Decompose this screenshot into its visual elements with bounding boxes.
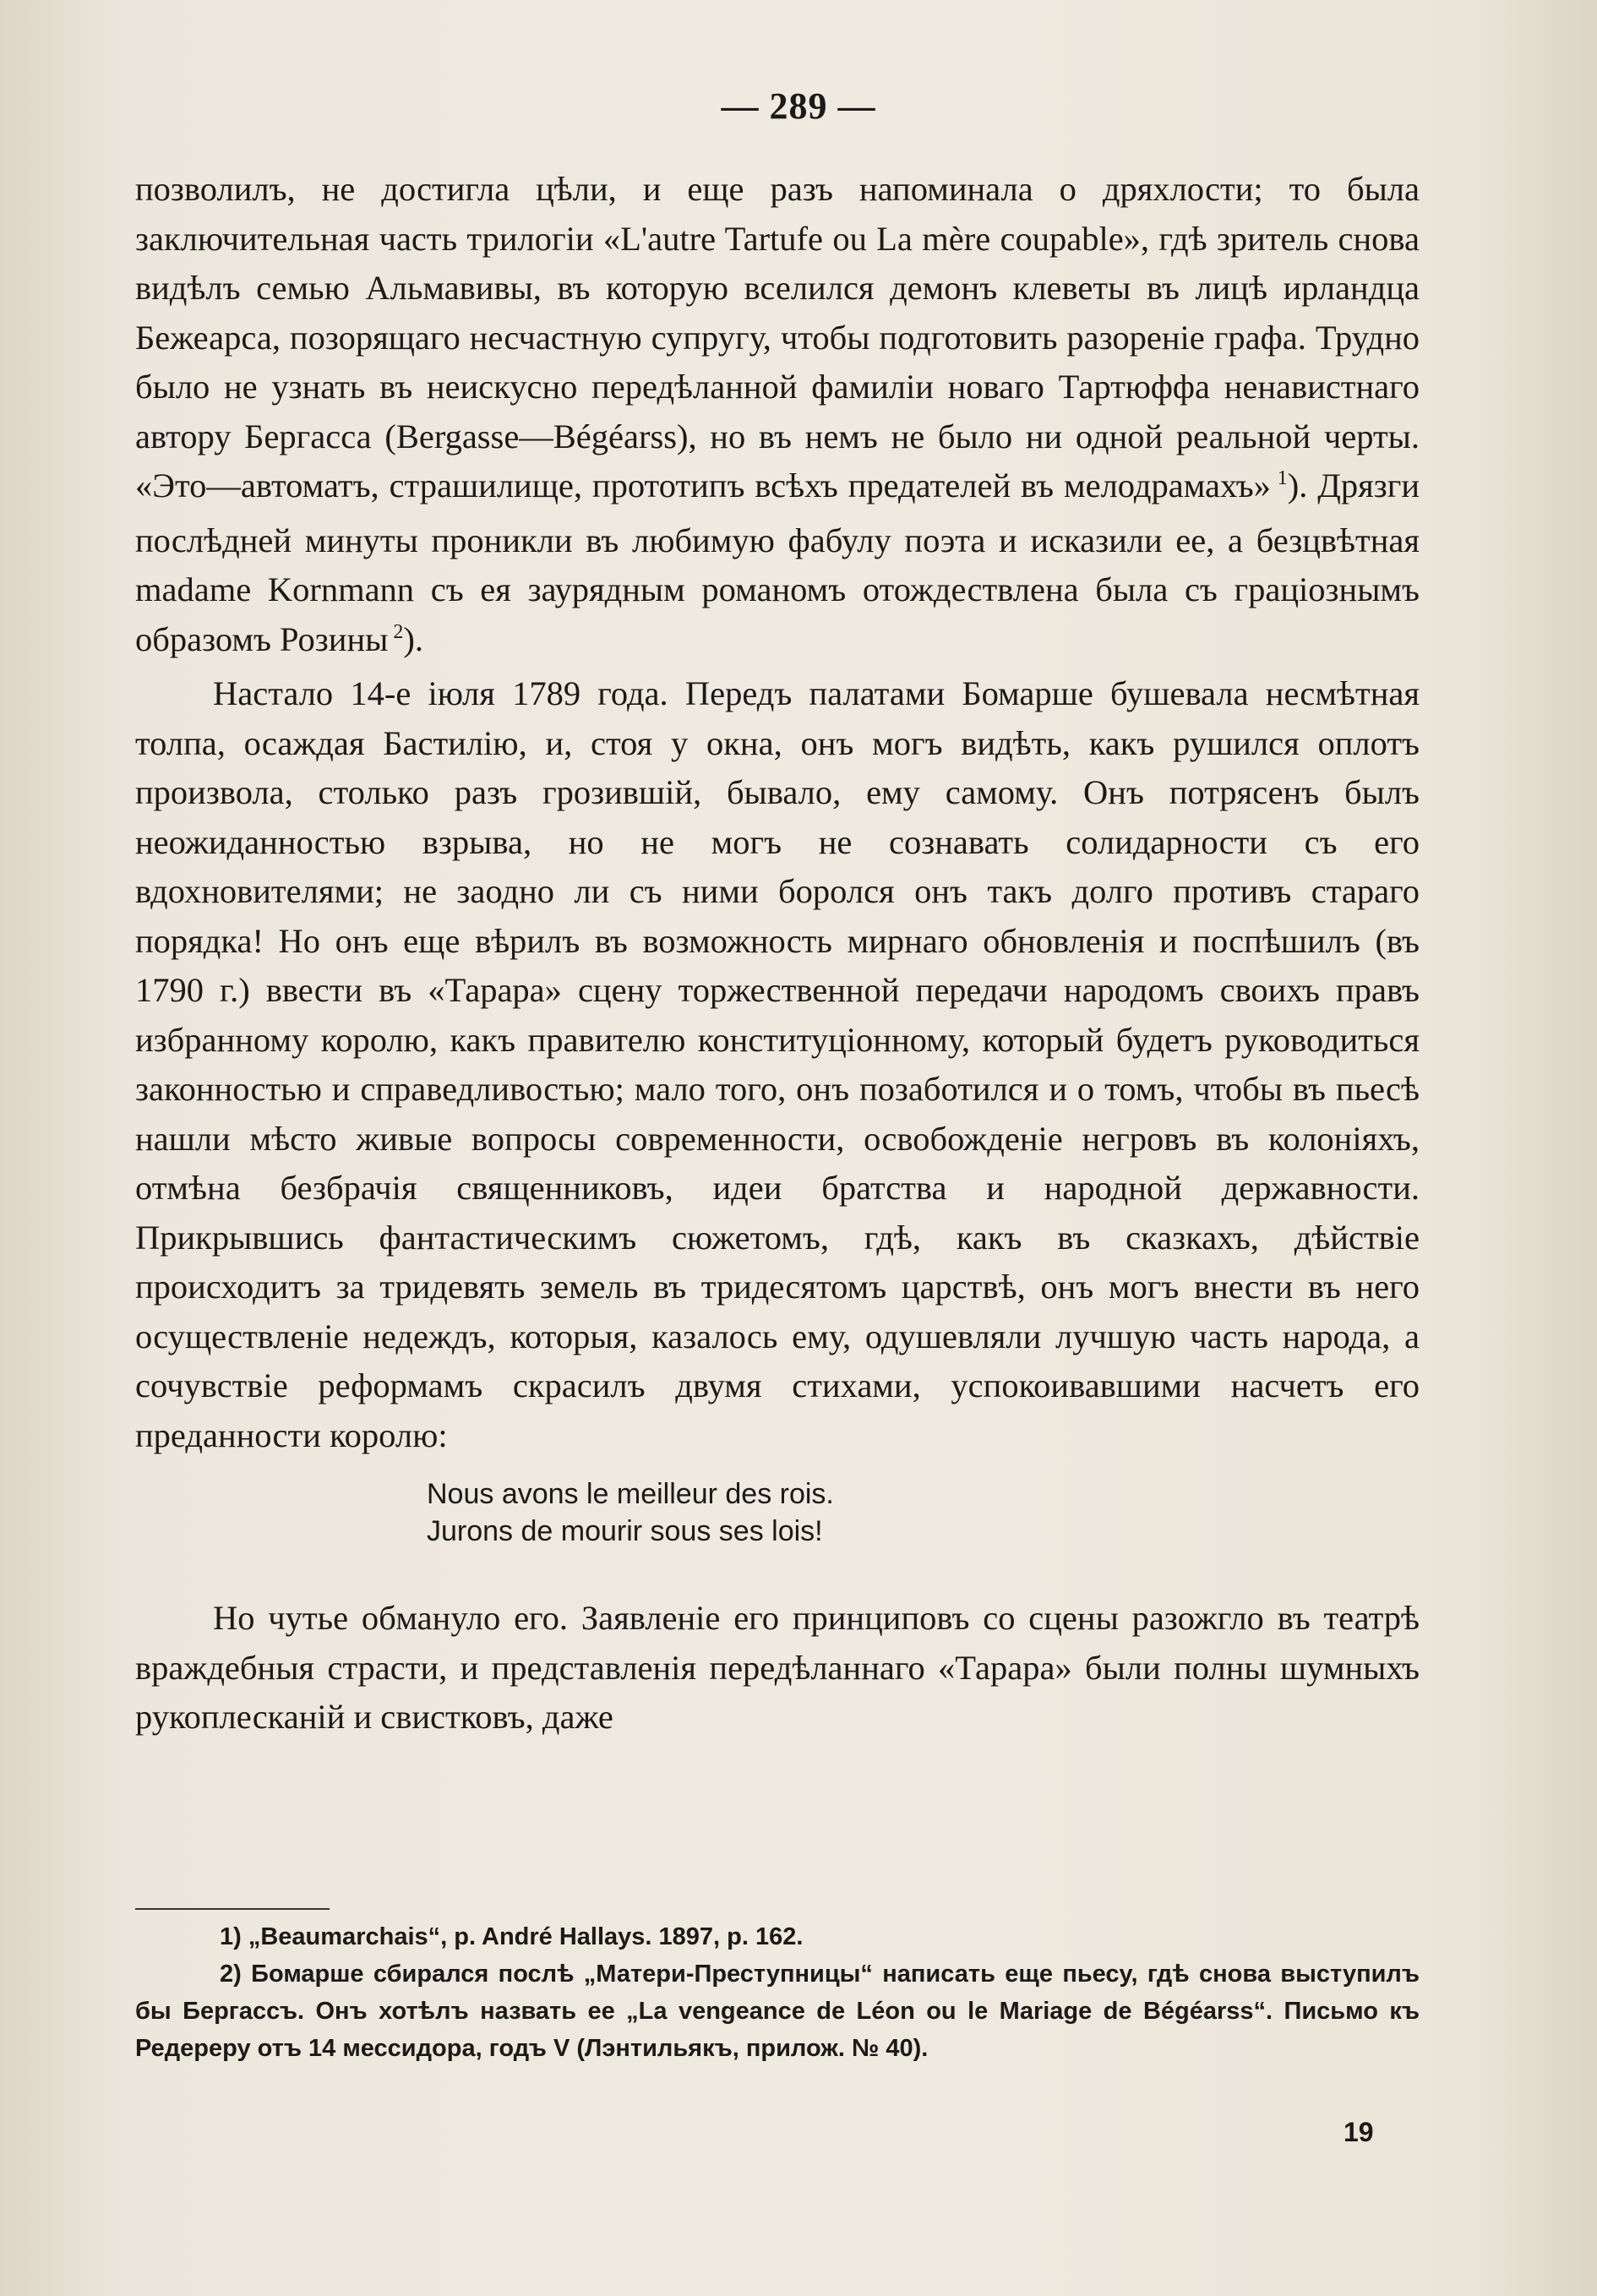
footnote-ref-2: 2 (393, 620, 404, 643)
footnotes (135, 1918, 1420, 2067)
paragraph-1-text: позволилъ, не достигла цѣли, и еще разъ напоминала о дряхлости; то была заключительная часть трилогiи «L'autre Tartufe ou La mère coupable», гдѣ зритель снова видѣлъ семью Альмавивы, въ которую вселился демонъ клеветы въ лицѣ ирландца Бежеарса, позорящаго несчастную супругу, чтобы подготовить разоренiе графа. Трудно было не узнать въ неискусно передѣланной фамилiи новаго Тартюффа ненавистнаго автору Бергасса (Bergasse—Bégéarss), но въ немъ не было ни одной реальной черты. «Это—автоматъ, страшилище, прототипъ всѣхъ предателей въ мелодрамахъ» (135, 170, 1420, 504)
footnote-2-text: Бомарше сбирался послѣ „Матери-Преступницы“ написать еще пьесу, гдѣ снова выступилъ бы Бергассъ. Онъ хотѣлъ назвать ее „La vengeance de Léon ou le Mariage de Bégéarss“. Письмо къ Редереру отъ 14 мессидора, годъ V (Лэнтильякъ, прилож. № 40). (135, 1961, 1420, 2062)
paragraph-3: Но чутье обмануло его. Заявленiе его принциповъ со сцены разожгло въ театрѣ враждебныя страсти, и представленiя передѣланнаго «Тарара» были полны шумныхъ рукоплесканiй и свистковъ, даже (135, 1599, 1420, 1736)
footnote-ref-1: 1 (1277, 467, 1288, 489)
page-number-header: — 289 — (721, 85, 876, 127)
footnote-1-text: „Beaumarchais“, p. André Hallays. 1897, p. 162. (248, 1923, 804, 1950)
main-text (135, 165, 1420, 1742)
footnote-2 (135, 1955, 1420, 2067)
footnote-separator (135, 1908, 330, 1910)
footnote-1-marker: 1) (220, 1923, 242, 1950)
footnote-2-marker: 2) (220, 1961, 242, 1988)
verse-quote (427, 1475, 1420, 1550)
paragraph-1-text-mid: ). Дрязги послѣдней минуты проникли въ любимую фабулу поэта и исказили ее, а безцвѣтная madame Kornmann съ ея заурядным романомъ отождествлена была съ грацiознымъ образомъ Розины (135, 466, 1420, 658)
paragraph-2: Настало 14-е iюля 1789 года. Передъ палатами Бомарше бушевала несмѣтная толпа, осаждая Бастилiю, и, стоя у окна, онъ могъ видѣть, какъ рушился оплотъ произвола, столько разъ грозившiй, бывало, ему самому. Онъ потрясенъ былъ неожиданностью взрыва, но не могъ не сознавать солидарности съ его вдохновителями; не заодно ли съ ними боролся онъ такъ долго противъ стараго порядка! Но онъ еще вѣрилъ въ возможность мирнаго обновленiя и поспѣшилъ (въ 1790 г.) ввести въ «Тарара» сцену торжественной передачи народомъ своихъ правъ избранному королю, какъ правителю конституцiонному, который будетъ руководиться законностью и справедливостью; мало того, онъ позаботился и о томъ, чтобы въ пьесѣ нашли мѣсто живые вопросы современности, освобожденiе негровъ въ колонiяхъ, отмѣна безбрачiя священниковъ, идеи братства и народной державности. Прикрывшись фантастическимъ сюжетомъ, гдѣ, какъ въ сказкахъ, дѣйствiе происходитъ за тридевять земель въ тридесятомъ царствѣ, онъ могъ внести въ него осуществленiе недеждъ, которыя, казалось ему, одушевляли лучшую часть народа, а сочувствiе реформамъ скрасилъ двумя стихами, успокоивавшими насчетъ его преданности королю: (135, 674, 1420, 1454)
verse-line-2: Jurons de mourir sous ses lois! (427, 1515, 823, 1547)
paragraph-1-text-end: ). (403, 619, 423, 658)
signature-mark: 19 (1344, 2117, 1374, 2147)
footnote-1 (135, 1918, 1420, 1955)
verse-line-1: Nous avons le meilleur des rois. (427, 1478, 834, 1510)
paragraph-1 (135, 165, 1420, 669)
